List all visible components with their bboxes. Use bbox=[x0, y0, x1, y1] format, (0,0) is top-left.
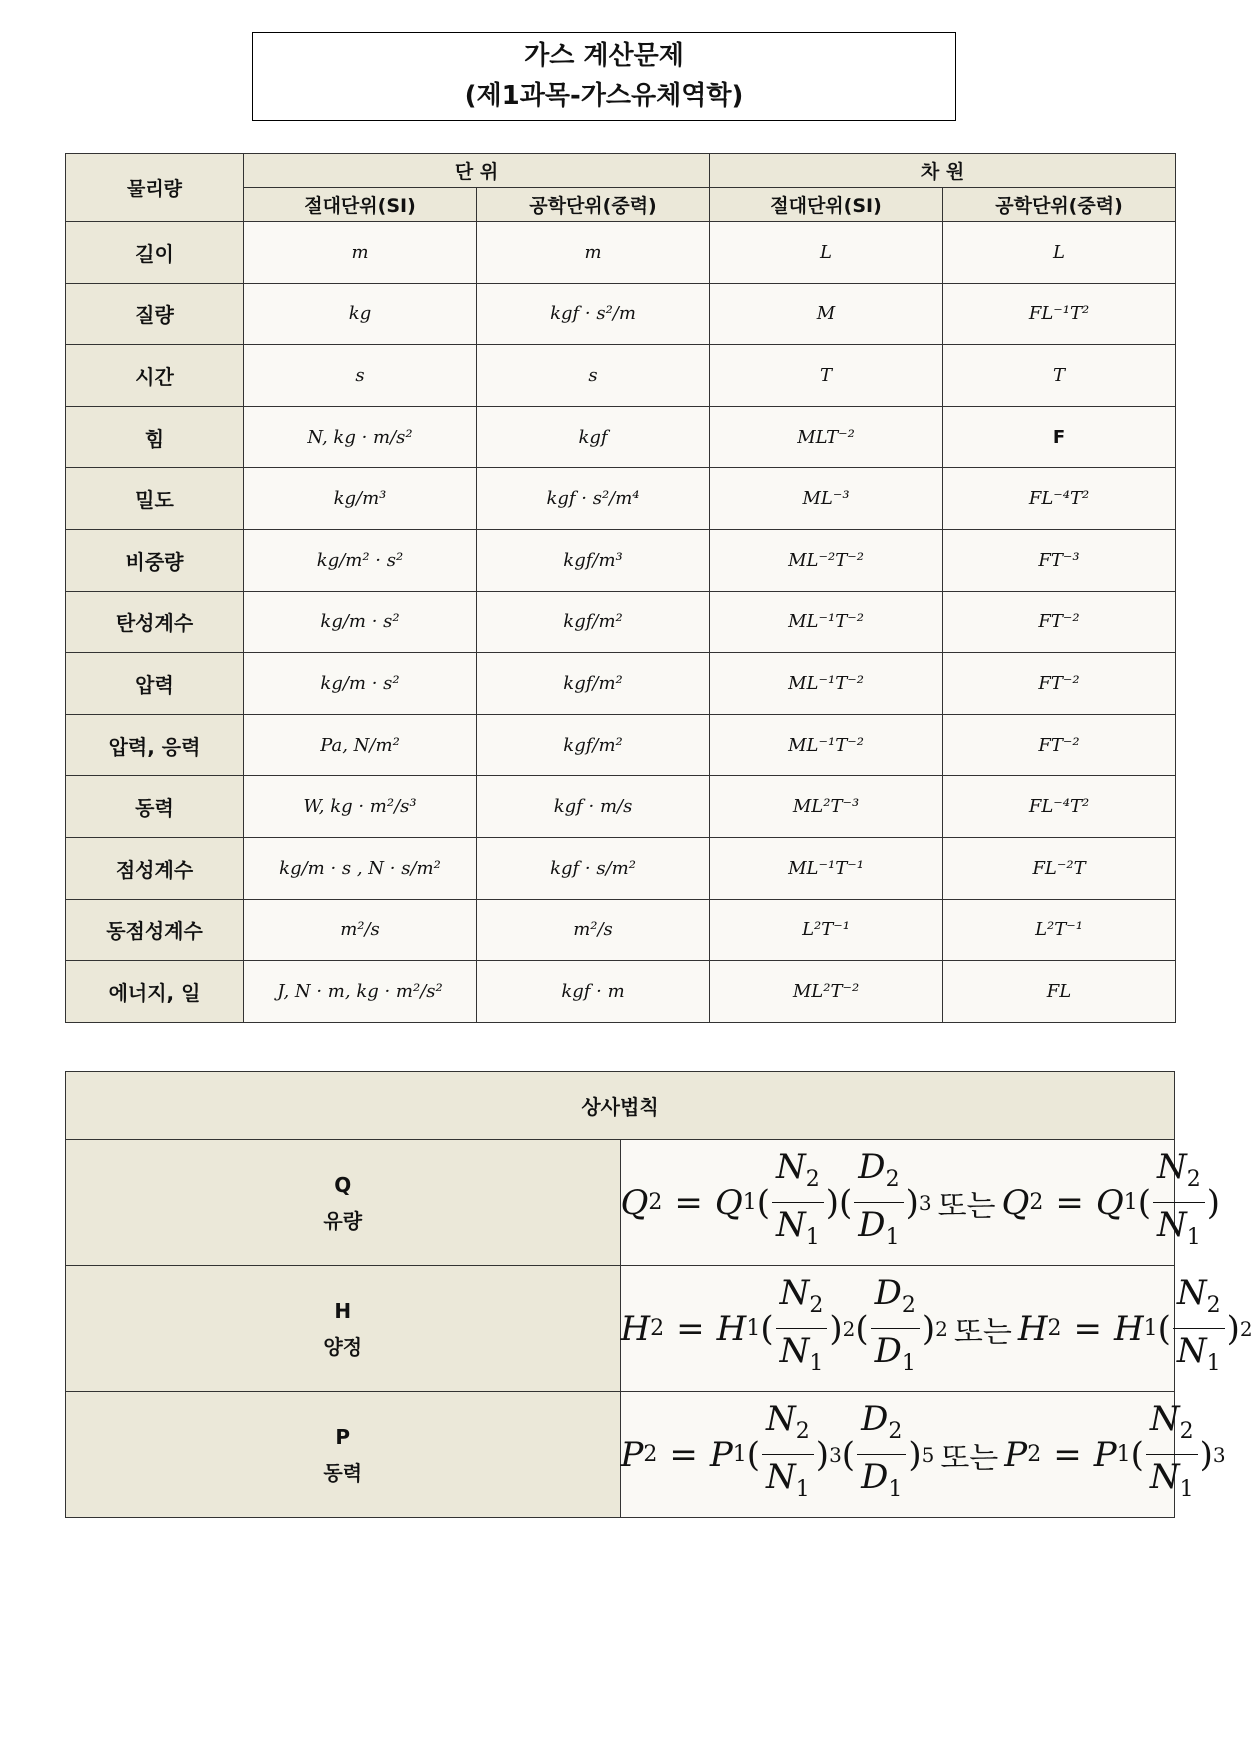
header-abs-si-dim: 절대단위(SI) bbox=[710, 188, 943, 222]
affinity-row bbox=[66, 1392, 1175, 1518]
affinity-symbol: H bbox=[334, 1298, 352, 1323]
si-dim-cell: ML²T⁻² bbox=[710, 961, 943, 1023]
header-abs-si: 절대단위(SI) bbox=[244, 188, 477, 222]
header-unit-group: 단 위 bbox=[244, 154, 710, 188]
table-row bbox=[66, 776, 1176, 838]
quantity-cell: 점성계수 bbox=[66, 837, 244, 899]
si-dim-cell: L²T⁻¹ bbox=[710, 899, 943, 961]
si-dim-cell: ML⁻²T⁻² bbox=[710, 529, 943, 591]
si-unit-cell: J, N · m, kg · m²/s² bbox=[244, 961, 477, 1023]
formula-expression: H 2 = H 1 ( $\frac{N_2}{N_1}$ ) 2 ( $\frac{D_2}{D_1}$ ) 2 또는 H 2 = H 1 ( $\frac{N_2}{N_1}$ ) 2 bbox=[620, 1273, 1253, 1376]
si-dim-cell: M bbox=[710, 283, 943, 345]
quantity-cell: 길이 bbox=[66, 222, 244, 284]
si-dim-cell: L bbox=[710, 222, 943, 284]
quantity-cell: 에너지, 일 bbox=[66, 961, 244, 1023]
si-unit-cell: m bbox=[244, 222, 477, 284]
si-dim-cell: ML⁻¹T⁻¹ bbox=[710, 837, 943, 899]
grav-unit-cell: kgf · m/s bbox=[477, 776, 710, 838]
table-row bbox=[66, 899, 1176, 961]
grav-dim-cell: FL⁻⁴T² bbox=[943, 468, 1176, 530]
affinity-row bbox=[66, 1140, 1175, 1266]
si-unit-cell: Pa, N/m² bbox=[244, 714, 477, 776]
quantity-cell: 비중량 bbox=[66, 529, 244, 591]
quantity-cell: 탄성계수 bbox=[66, 591, 244, 653]
affinity-formula bbox=[620, 1392, 1226, 1518]
formula-expression: Q 2 = Q 1 ( $\frac{N_2}{N_1}$ )( $\frac{D_2}{D_1}$ ) 3 또는 Q 2 = Q 1 ( $\frac{N_2}{N_1}$ ) bbox=[620, 1147, 1221, 1250]
table-row bbox=[66, 345, 1176, 407]
grav-unit-cell: m bbox=[477, 222, 710, 284]
si-unit-cell: W, kg · m²/s³ bbox=[244, 776, 477, 838]
header-eng-grav: 공학단위(중력) bbox=[477, 188, 710, 222]
grav-dim-cell: L²T⁻¹ bbox=[943, 899, 1176, 961]
grav-unit-cell: kgf · s²/m bbox=[477, 283, 710, 345]
si-unit-cell: kg bbox=[244, 283, 477, 345]
si-dim-cell: ML⁻¹T⁻² bbox=[710, 714, 943, 776]
grav-dim-cell: L bbox=[943, 222, 1176, 284]
grav-dim-cell: FT⁻² bbox=[943, 714, 1176, 776]
table-row bbox=[66, 961, 1176, 1023]
grav-unit-cell: kgf/m² bbox=[477, 653, 710, 715]
table-row bbox=[66, 714, 1176, 776]
title-line-2: (제1과목-가스유체역학) bbox=[464, 81, 744, 111]
si-dim-cell: ML²T⁻³ bbox=[710, 776, 943, 838]
grav-dim-cell: FT⁻³ bbox=[943, 529, 1176, 591]
si-unit-cell: kg/m² · s² bbox=[244, 529, 477, 591]
grav-dim-cell: FL⁻²T bbox=[943, 837, 1176, 899]
quantity-cell: 동력 bbox=[66, 776, 244, 838]
grav-unit-cell: kgf · s²/m⁴ bbox=[477, 468, 710, 530]
si-dim-cell: ML⁻³ bbox=[710, 468, 943, 530]
affinity-row-label bbox=[66, 1140, 621, 1266]
grav-dim-cell: FT⁻² bbox=[943, 653, 1176, 715]
grav-dim-cell: FL⁻¹T² bbox=[943, 283, 1176, 345]
header-eng-grav-dim: 공학단위(중력) bbox=[943, 188, 1176, 222]
si-unit-cell: kg/m · s² bbox=[244, 653, 477, 715]
grav-unit-cell: kgf/m² bbox=[477, 714, 710, 776]
table-row bbox=[66, 653, 1176, 715]
grav-unit-cell: kgf · m bbox=[477, 961, 710, 1023]
table-row bbox=[66, 222, 1176, 284]
affinity-label: 동력 bbox=[323, 1460, 363, 1485]
affinity-row-label bbox=[66, 1266, 621, 1392]
affinity-row-label bbox=[66, 1392, 621, 1518]
grav-dim-cell: F bbox=[943, 406, 1176, 468]
quantity-cell: 힘 bbox=[66, 406, 244, 468]
si-unit-cell: kg/m · s , N · s/m² bbox=[244, 837, 477, 899]
quantity-cell: 밀도 bbox=[66, 468, 244, 530]
formula-expression: P 2 = P 1 ( $\frac{N_2}{N_1}$ ) 3 ( $\frac{D_2}{D_1}$ ) 5 또는 P 2 = P 1 ( $\frac{N_2}{N_1}$ ) 3 bbox=[620, 1399, 1226, 1502]
connector-text: 또는 bbox=[953, 1314, 1012, 1350]
si-unit-cell: s bbox=[244, 345, 477, 407]
affinity-symbol: P bbox=[335, 1424, 351, 1449]
affinity-formula bbox=[620, 1140, 1221, 1266]
quantity-cell: 압력 bbox=[66, 653, 244, 715]
grav-unit-cell: kgf/m² bbox=[477, 591, 710, 653]
si-unit-cell: m²/s bbox=[244, 899, 477, 961]
quantity-cell: 시간 bbox=[66, 345, 244, 407]
si-unit-cell: N, kg · m/s² bbox=[244, 406, 477, 468]
affinity-symbol: Q bbox=[334, 1172, 352, 1197]
grav-unit-cell: s bbox=[477, 345, 710, 407]
table-row bbox=[66, 283, 1176, 345]
units-dimensions-table bbox=[65, 153, 1176, 1023]
affinity-label: 유량 bbox=[323, 1208, 363, 1233]
affinity-row bbox=[66, 1266, 1175, 1392]
document-title bbox=[252, 32, 956, 121]
table-row bbox=[66, 529, 1176, 591]
header-dimension-group: 차 원 bbox=[710, 154, 1176, 188]
si-unit-cell: kg/m³ bbox=[244, 468, 477, 530]
connector-text: 또는 bbox=[940, 1440, 999, 1476]
header-quantity: 물리량 bbox=[66, 154, 244, 222]
quantity-cell: 동점성계수 bbox=[66, 899, 244, 961]
affinity-caption: 상사법칙 bbox=[66, 1072, 1175, 1140]
connector-text: 또는 bbox=[937, 1188, 996, 1224]
grav-unit-cell: kgf · s/m² bbox=[477, 837, 710, 899]
table-row bbox=[66, 468, 1176, 530]
grav-unit-cell: kgf bbox=[477, 406, 710, 468]
table-row bbox=[66, 406, 1176, 468]
quantity-cell: 압력, 응력 bbox=[66, 714, 244, 776]
table-row bbox=[66, 591, 1176, 653]
si-dim-cell: ML⁻¹T⁻² bbox=[710, 591, 943, 653]
si-unit-cell: kg/m · s² bbox=[244, 591, 477, 653]
affinity-label: 양정 bbox=[323, 1334, 363, 1359]
grav-unit-cell: kgf/m³ bbox=[477, 529, 710, 591]
grav-dim-cell: FL⁻⁴T² bbox=[943, 776, 1176, 838]
si-dim-cell: T bbox=[710, 345, 943, 407]
si-dim-cell: ML⁻¹T⁻² bbox=[710, 653, 943, 715]
quantity-cell: 질량 bbox=[66, 283, 244, 345]
affinity-laws-table bbox=[65, 1071, 1253, 1518]
grav-dim-cell: FT⁻² bbox=[943, 591, 1176, 653]
grav-dim-cell: T bbox=[943, 345, 1176, 407]
grav-unit-cell: m²/s bbox=[477, 899, 710, 961]
title-line-1: 가스 계산문제 bbox=[524, 41, 684, 71]
si-dim-cell: MLT⁻² bbox=[710, 406, 943, 468]
affinity-formula bbox=[620, 1266, 1253, 1392]
table-row bbox=[66, 837, 1176, 899]
grav-dim-cell: FL bbox=[943, 961, 1176, 1023]
